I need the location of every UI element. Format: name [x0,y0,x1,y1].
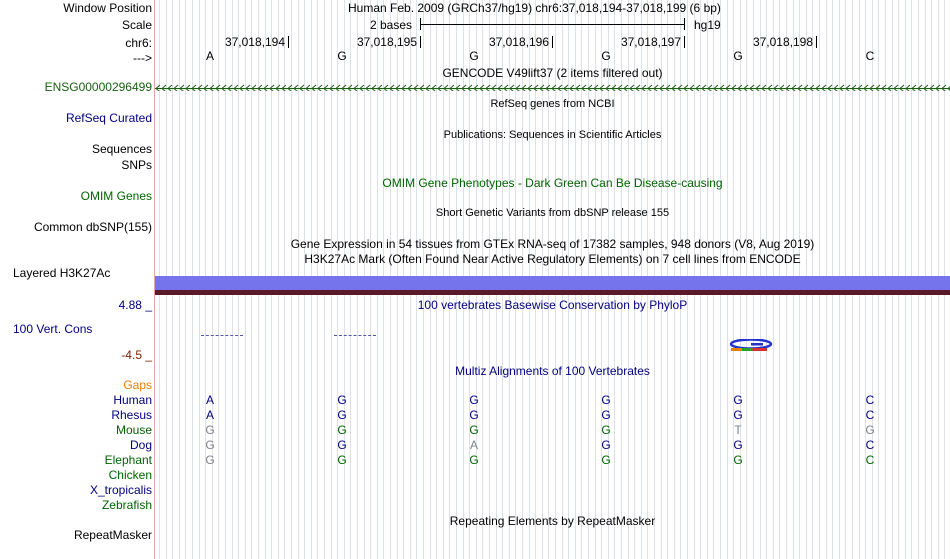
repeatmasker-track-label[interactable]: RepeatMasker [73,528,152,542]
reference-base: G [601,49,611,63]
alignment-base: G [205,438,215,452]
alignment-base: G [865,423,875,437]
alignment-base: G [469,423,479,437]
species-label-chicken[interactable]: Chicken [108,468,152,482]
gencode-feature[interactable] [155,82,950,91]
gaps-label: Gaps [123,378,152,392]
omim-track-title: OMIM Gene Phenotypes - Dark Green Can Be Disease-causing [382,176,723,190]
alignment-base: G [733,393,743,407]
reference-base: C [865,49,875,63]
position-label: 37,018,194 [224,35,285,49]
conservation-min-label: -4.5 _ [121,348,152,362]
chrom-label: chr6: [125,36,152,50]
alignment-base: C [865,408,875,422]
alignment-base: G [469,453,479,467]
scale-bar-line [420,24,684,25]
h3k27ac-signal-strip [155,290,950,295]
alignment-base: G [205,453,215,467]
alignment-base: G [337,453,347,467]
scale-value: 2 bases [370,18,413,32]
reference-base: G [469,49,479,63]
alignment-base: G [601,408,611,422]
alignment-base: G [733,438,743,452]
species-label-rhesus[interactable]: Rhesus [111,408,152,422]
repeatmasker-track-title: Repeating Elements by RepeatMasker [449,514,656,528]
scale-bar-right-tick [684,18,685,30]
position-tick [816,36,817,48]
position-label: 37,018,196 [488,35,549,49]
alignment-base: A [205,408,214,422]
publications-track-label[interactable]: Sequences [91,142,152,156]
conservation-track-title: 100 vertebrates Basewise Conservation by PhyloP [417,298,688,312]
gencode-track-title: GENCODE V49lift37 (2 items filtered out) [442,66,663,80]
conservation-logo-small [731,348,767,351]
species-label-zebrafish[interactable]: Zebrafish [101,498,152,512]
scale-label: Scale [121,18,152,32]
reference-base: A [205,49,214,63]
gencode-item-label[interactable]: ENSG00000296499 [44,80,152,94]
h3k27ac-track-title: H3K27Ac Mark (Often Found Near Active Regulatory Elements) on 7 cell lines from ENCODE [304,252,801,266]
dbsnp-track-title: Short Genetic Variants from dbSNP release 155 [435,207,670,219]
alignment-base: A [205,393,214,407]
alignment-base: C [865,393,875,407]
position-tick [552,36,553,48]
species-label-dog[interactable]: Dog [129,438,152,452]
direction-label: ---> [133,51,152,65]
multiz-track-title: Multiz Alignments of 100 Vertebrates [455,364,650,378]
refseq-track-title: RefSeq genes from NCBI [490,98,615,110]
alignment-base: G [337,393,347,407]
alignment-base: G [337,423,347,437]
scale-assembly: hg19 [694,18,721,32]
alignment-base: G [337,438,347,452]
gtex-track-title: Gene Expression in 54 tissues from GTEx RNA-seq of 17382 samples, 948 donors (V8, Aug 2019) [290,237,815,251]
alignment-base: T [734,423,742,437]
alignment-base: G [601,393,611,407]
position-tick [684,36,685,48]
position-label: 37,018,197 [620,35,681,49]
h3k27ac-track-label[interactable]: Layered H3K27Ac [13,266,111,280]
h3k27ac-signal-bar[interactable] [155,276,950,290]
alignment-base: A [469,438,478,452]
alignment-base: G [733,408,743,422]
publications-track-title: Publications: Sequences in Scientific Articles [443,129,662,141]
species-label-human[interactable]: Human [113,393,152,407]
track-image-area[interactable] [155,0,950,559]
conservation-max-label: 4.88 _ [118,298,152,312]
alignment-base: G [469,393,479,407]
position-label: 37,018,195 [356,35,417,49]
snps-track-label[interactable]: SNPs [121,158,152,172]
omim-track-label[interactable]: OMIM Genes [80,189,152,203]
position-label: 37,018,198 [752,35,813,49]
alignment-base: G [601,453,611,467]
position-tick [288,36,289,48]
reference-base: G [733,49,743,63]
track-label-sidebar [0,0,154,559]
chevron-left-icon [155,84,950,91]
species-label-x_tropicalis[interactable]: X_tropicalis [89,483,152,497]
alignment-base: G [601,423,611,437]
species-label-elephant[interactable]: Elephant [104,453,152,467]
conservation-signal-2 [334,335,376,337]
position-tick [420,36,421,48]
alignment-base: C [865,438,875,452]
species-label-mouse[interactable]: Mouse [115,423,152,437]
alignment-base: C [865,453,875,467]
alignment-base: G [601,438,611,452]
conservation-track-label[interactable]: 100 Vert. Cons [13,322,93,336]
alignment-base: G [469,408,479,422]
reference-base: G [337,49,347,63]
window-position-label: Window Position [63,1,152,15]
alignment-base: G [337,408,347,422]
dbsnp-track-label[interactable]: Common dbSNP(155) [33,220,152,234]
refseq-track-label[interactable]: RefSeq Curated [65,111,152,125]
alignment-base: G [733,453,743,467]
alignment-base: G [205,423,215,437]
window-position-value: Human Feb. 2009 (GRCh37/hg19) chr6:37,018,194-37,018,199 (6 bp) [348,1,721,15]
conservation-signal-1 [201,335,243,337]
